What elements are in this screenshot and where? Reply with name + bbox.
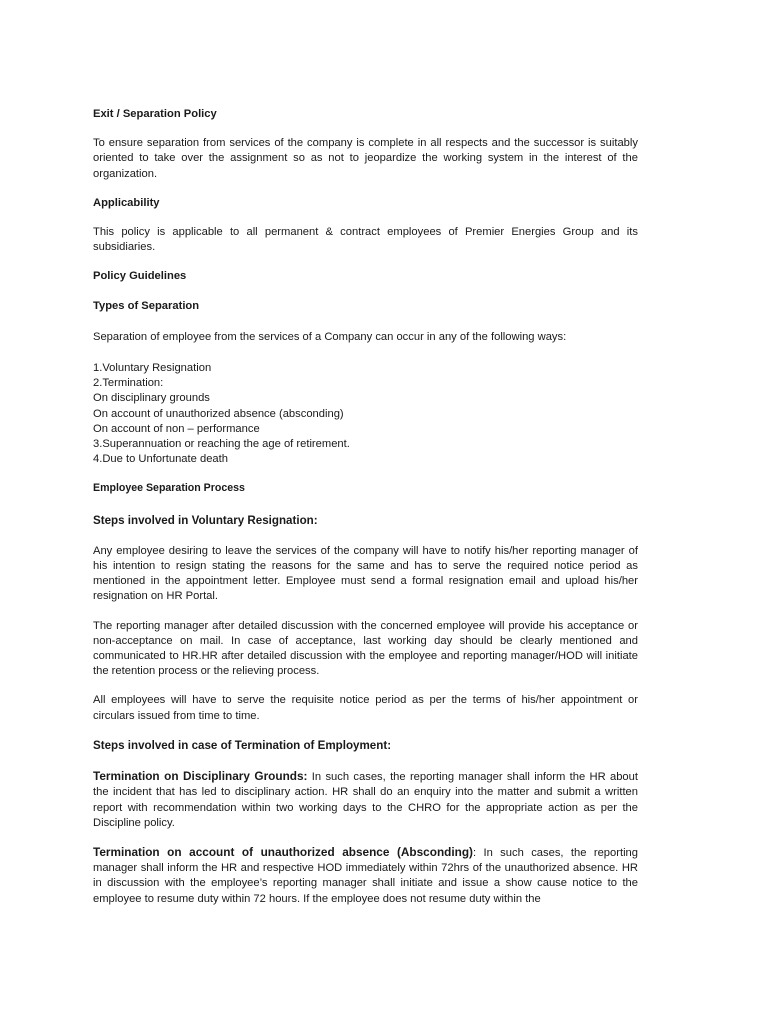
types-of-separation-heading: Types of Separation (93, 299, 200, 312)
voluntary-paragraph-3: All employees will have to serve the requisite notice period as per the terms of his/her appointment or circulars issued from time to time. (93, 694, 638, 722)
document-title: Exit / Separation Policy (93, 108, 217, 120)
document-page (93, 107, 638, 907)
termination-absconding-text: : In such cases, the reporting manager shall inform the HR and respective HOD immediately within 72hrs of the unauthorized absence. HR in discussion with the employee’s reporting manager shall initiate and issue a show cause notice to the employee to resume duty within 72 hours. If the employee does not resume duty within the (93, 846, 638, 905)
policy-guidelines-heading: Policy Guidelines (93, 270, 187, 283)
voluntary-paragraph-1: Any employee desiring to leave the services of the company will have to notify his/her reporting manager of his intention to resign stating the reasons for the same and has to serve the required notice period as mentioned in the appointment letter. Employee must send a formal resignation email and upload his/her resignation on HR Portal. (93, 544, 638, 603)
list-item: 1.Voluntary Resignation (93, 362, 212, 375)
voluntary-paragraph-2: The reporting manager after detailed discussion with the concerned employee will provide his acceptance or non-acceptance on mail. In case of acceptance, last working day should be clearly mentioned and communicated to HR.HR after detailed discussion with the employee and reporting manager/HOD will initiate the retention process or the relieving process. (93, 619, 638, 678)
list-item: 3.Superannuation or reaching the age of retirement. (93, 438, 350, 451)
applicability-heading: Applicability (93, 196, 160, 209)
termination-disciplinary-paragraph (93, 769, 638, 831)
list-item: On account of non – performance (93, 422, 260, 435)
termination-absconding-lead: Termination on account of unauthorized absence (Absconding) (93, 844, 473, 859)
list-item: On account of unauthorized absence (absconding) (93, 407, 344, 420)
employee-separation-process-heading: Employee Separation Process (93, 482, 245, 495)
list-item: On disciplinary grounds (93, 392, 210, 405)
termination-disciplinary-text: In such cases, the reporting manager shall inform the HR about the incident that has led to disciplinary action. HR shall do an enquiry into the matter and submit a written report with recommendation within two working days to the CHRO for the appropriate action as per the Discipline policy. (93, 771, 638, 829)
intro-paragraph: To ensure separation from services of the company is complete in all respects and the successor is suitably oriented to take over the assignment so as not to jeopardize the working system in the interest of the organization. (93, 137, 638, 180)
list-item: 4.Due to Unfortunate death (93, 453, 228, 466)
termination-absconding-paragraph (93, 845, 638, 907)
termination-disciplinary-lead: Termination on Disciplinary Grounds: (93, 769, 308, 784)
applicability-paragraph: This policy is applicable to all permanent & contract employees of Premier Energies Group and its subsidiaries. (93, 226, 638, 254)
separation-types-list (93, 361, 638, 467)
voluntary-resignation-heading: Steps involved in Voluntary Resignation: (93, 513, 318, 527)
types-of-separation-paragraph: Separation of employee from the services of a Company can occur in any of the following ways: (93, 330, 567, 343)
list-item: 2.Termination: (93, 377, 164, 390)
termination-heading: Steps involved in case of Termination of Employment: (93, 738, 392, 752)
